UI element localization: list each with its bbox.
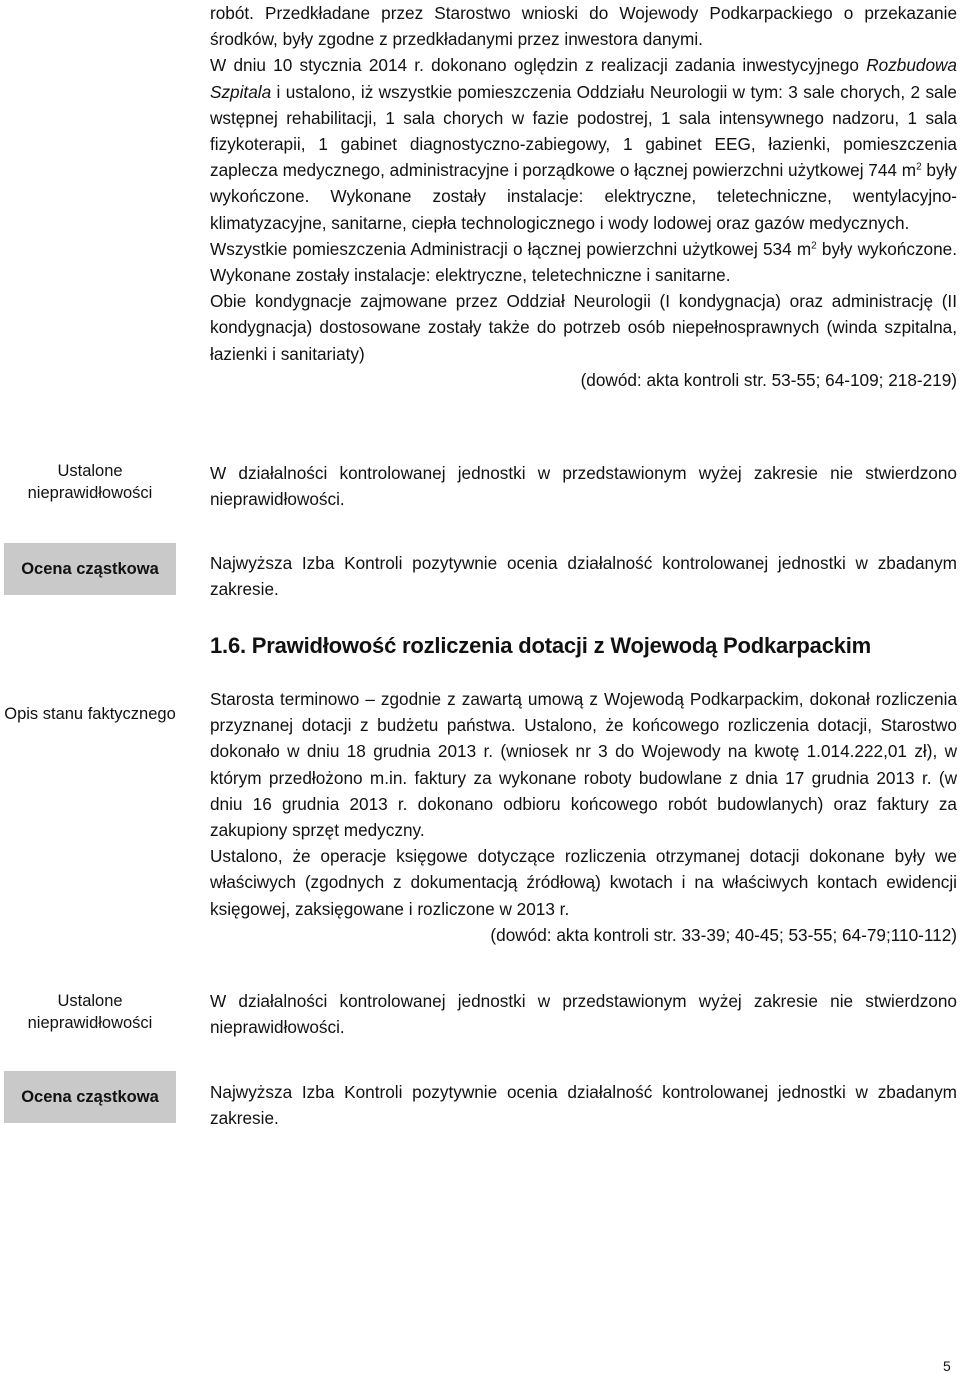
assessment-label-box (4, 1071, 176, 1123)
superscript: 2 (811, 240, 817, 252)
section2-body (210, 686, 957, 948)
para-starosta: Starosta terminowo – zgodnie z zawartą umową z Wojewodą Podkarpackim, dokonał rozliczenia przyznanej dotacji z budżetu państwa. Ustalono, że końcowego rozliczenia dotacji, Starostwo dokonało w dniu 18 grudnia 2013 r. (wniosek nr 3 do Wojewody na kwotę 1.014.222,01 zł), w którym przedłożono m.in. faktury za wykonane roboty budowlane z dnia 17 grudnia 2013 r. (w dniu 16 grudnia 2013 r. dokonano odbioru końcowego robót budowlanych) oraz faktury za zakupiony sprzęt medyczny. (210, 689, 957, 841)
project-name: Rozbudowa Szpitala (210, 55, 957, 102)
irregularities-label: Ustalone nieprawidłowości (27, 462, 153, 502)
assessment-label: Ocena cząstkowa (21, 559, 159, 578)
irregularities-label: Ustalone nieprawidłowości (27, 992, 153, 1032)
para-administracja: Wszystkie pomieszczenia Administracji o łącznej powierzchni użytkowej 534 $m^2$ były wykończone. Wykonane zostały instalacje: elektryczne, teletechniczne i sanitarne. (210, 238, 957, 286)
assessment-label: Ocena cząstkowa (21, 1087, 159, 1106)
para-ogledziny: W dniu 10 stycznia 2014 r. dokonano oględzin z realizacji zadania inwestycyjnego Rozbudowa Szpitala i ustalono, iż wszystkie pomieszczenia Oddziału Neurologii w tym: 3 sale chorych, 2 sale wstępnej rehabilitacji, 1 sala chorych w fazie podostrej, 1 sala intensywnego nadzoru, 1 sala fizykoterapii, 1 gabinet diagnostyczno-zabiegowy, 1 gabinet EEG, łazienki, pomieszczenia zaplecza medycznego, administracyjne i porządkowe o łącznej powierzchni użytkowej 744 $m^2$ były wykończone. Wykonane zostały instalacje: elektryczne, teletechniczne, wentylacyjno-klimatyzacyjne, sanitarne, ciepła technologicznego i wody lodowej oraz gazów medycznych. (210, 55, 957, 233)
para-robot: robót. Przedkładane przez Starostwo wnioski do Wojewody Podkarpackiego o przekazanie środków, były zgodne z przedkładanymi przez inwestora danymi. (210, 3, 957, 50)
irregularities-text: W działalności kontrolowanej jednostki w przedstawionym wyżej zakresie nie stwierdzono nieprawidłowości. (210, 463, 957, 510)
irregularities-text: W działalności kontrolowanej jednostki w przedstawionym wyżej zakresie nie stwierdzono nieprawidłowości. (210, 991, 957, 1038)
assessment-label-box (4, 543, 176, 595)
section1-body (210, 0, 957, 393)
para-operacje: Ustalono, że operacje księgowe dotyczące rozliczenia otrzymanej dotacji dokonane były we właściwych (zgodnych z dokumentacją źródłową) kwotach i na właściwych kontach ewidencji księgowej, zaksięgowane i rozliczone w 2013 r. (210, 846, 957, 919)
section-heading: 1.6. Prawidłowość rozliczenia dotacji z Wojewodą Podkarpackim (210, 633, 872, 658)
page-number: 5 (943, 1358, 951, 1374)
superscript: 2 (916, 161, 922, 173)
para-kondygnacje: Obie kondygnacje zajmowane przez Oddział Neurologii (I kondygnacja) oraz administrację (II kondygnacja) dostosowane zostały także do potrzeb osób niepełnosprawnych (winda szpitalna, łazienki i sanitariaty) (210, 291, 957, 364)
source-reference: (dowód: akta kontroli str. 53-55; 64-109; 218-219) (580, 369, 957, 390)
assessment-text: Najwyższa Izba Kontroli pozytywnie ocenia działalność kontrolowanej jednostki w zbadanym zakresie. (210, 553, 957, 600)
facts-label: Opis stanu faktycznego (4, 705, 176, 723)
assessment-text: Najwyższa Izba Kontroli pozytywnie ocenia działalność kontrolowanej jednostki w zbadanym zakresie. (210, 1082, 957, 1129)
source-reference: (dowód: akta kontroli str. 33-39; 40-45; 53-55; 64-79;110-112) (490, 924, 957, 945)
